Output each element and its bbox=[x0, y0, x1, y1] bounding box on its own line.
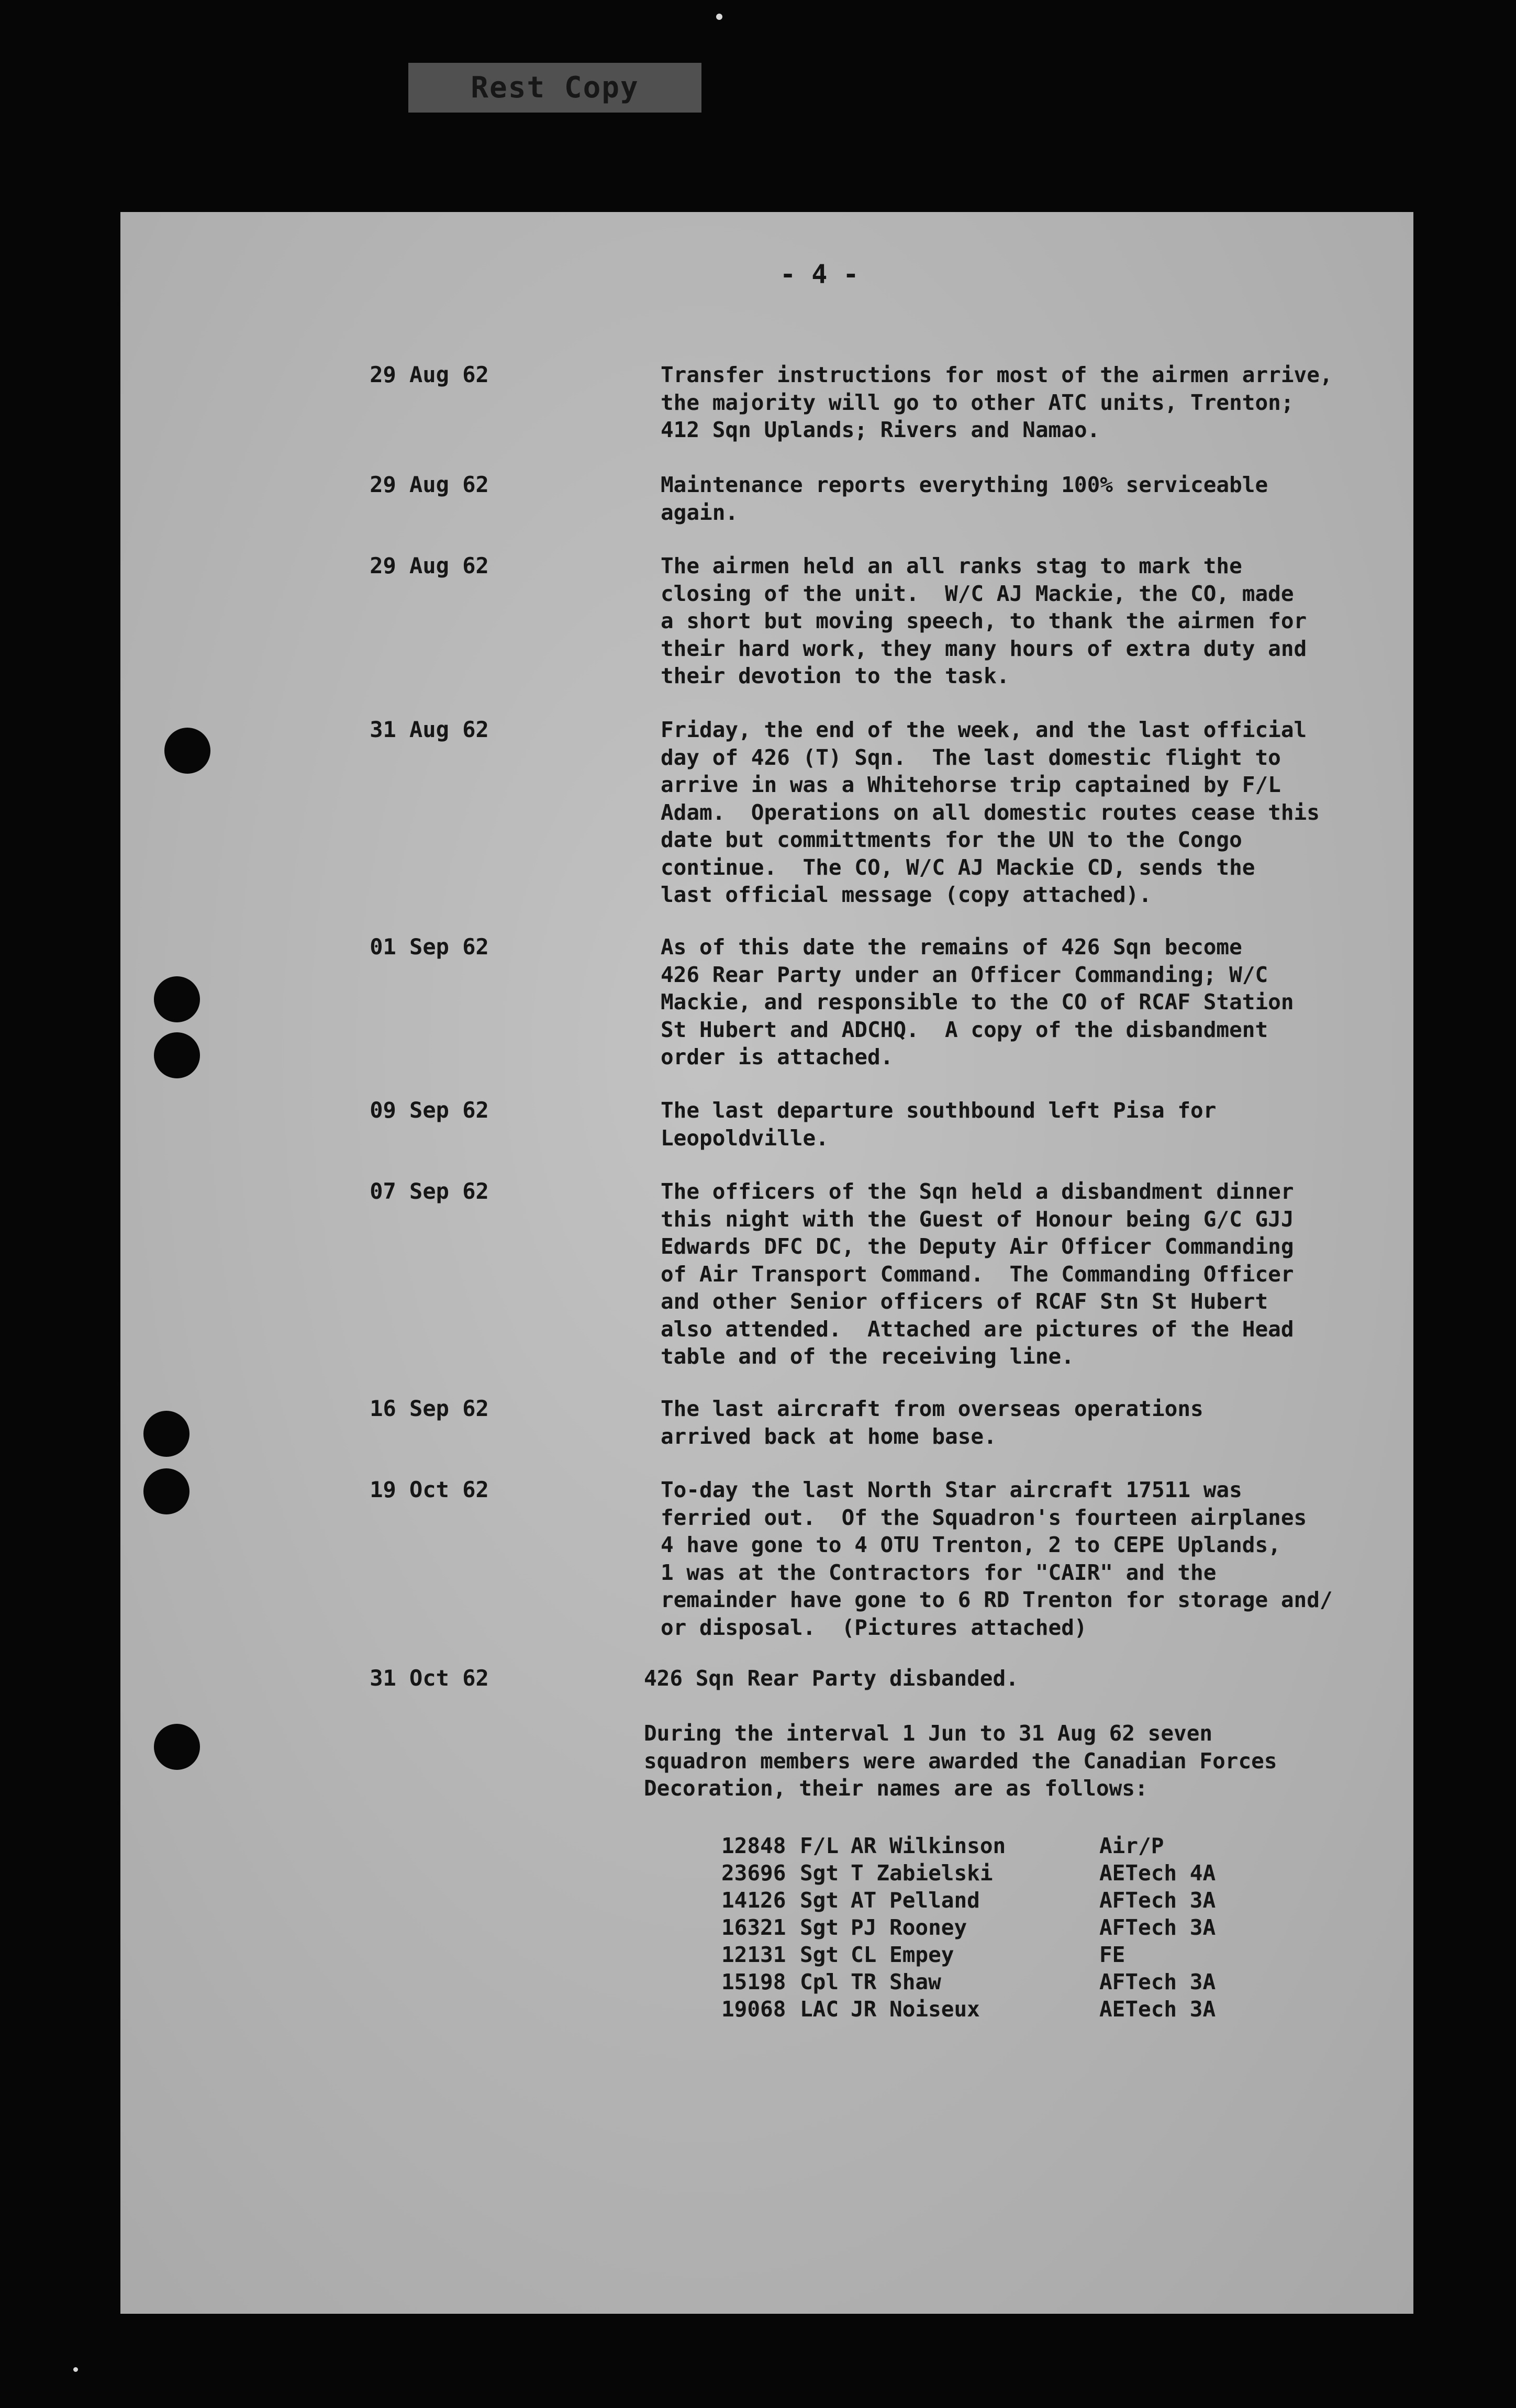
entry-date: 09 Sep 62 bbox=[370, 1097, 489, 1123]
trade: FE bbox=[1099, 1942, 1125, 1967]
member-name: TR Shaw bbox=[851, 1969, 941, 1994]
entry-date: 01 Sep 62 bbox=[370, 934, 489, 960]
punch-hole bbox=[154, 1032, 200, 1078]
rank: Sgt bbox=[800, 1860, 839, 1886]
member-name: AT Pelland bbox=[851, 1888, 980, 1913]
service-number: 23696 bbox=[721, 1860, 786, 1886]
rank: Cpl bbox=[800, 1969, 839, 1994]
service-number: 16321 bbox=[721, 1915, 786, 1940]
film-speck bbox=[716, 14, 722, 20]
service-number: 12848 bbox=[721, 1833, 786, 1858]
rank: LAC bbox=[800, 1997, 839, 2022]
entry-date: 29 Aug 62 bbox=[370, 472, 489, 497]
trade: AETech 3A bbox=[1099, 1997, 1216, 2022]
member-name: CL Empey bbox=[851, 1942, 954, 1967]
member-name: AR Wilkinson bbox=[851, 1833, 1006, 1858]
rank: Sgt bbox=[800, 1915, 839, 1940]
entry-text: Transfer instructions for most of the airmen arrive, the majority will go to other ATC units, Trenton; 412 Sqn Uplands; Rivers and Namao. bbox=[661, 362, 1333, 442]
service-number: 12131 bbox=[721, 1942, 786, 1967]
punch-hole bbox=[143, 1411, 190, 1457]
entry-text: The last aircraft from overseas operations arrived back at home base. bbox=[661, 1396, 1203, 1449]
entry-text: The last departure southbound left Pisa for Leopoldville. bbox=[661, 1098, 1217, 1151]
entry-date: 31 Oct 62 bbox=[370, 1665, 489, 1691]
punch-hole bbox=[154, 1724, 200, 1770]
rank: Sgt bbox=[800, 1942, 839, 1967]
entry-text: To-day the last North Star aircraft 17511 was ferried out. Of the Squadron's fourteen airplanes 4 have gone to 4 OTU Trenton, 2 to CEPE Uplands, 1 was at the Contractors for "CAIR" and the remainder have gone to 6 RD Trenton for storage and/ or disposal. (Pictures attached) bbox=[661, 1477, 1333, 1640]
film-speck bbox=[73, 2367, 78, 2372]
entry-date: 19 Oct 62 bbox=[370, 1477, 489, 1502]
entry-text: During the interval 1 Jun to 31 Aug 62 seven squadron members were awarded the Canadian Forces Decoration, their names are as follows: bbox=[644, 1721, 1277, 1801]
entry-text: Friday, the end of the week, and the last official day of 426 (T) Sqn. The last domestic flight to arrive in was a Whitehorse trip captained by F/L Adam. Operations on all domestic routes cease this date but committments for the UN to the Congo continue. The CO, W/C AJ Mackie CD, sends the last official message (copy attached). bbox=[661, 717, 1320, 907]
service-number: 19068 bbox=[721, 1997, 786, 2022]
member-name: PJ Rooney bbox=[851, 1915, 967, 1940]
trade: AFTech 3A bbox=[1099, 1969, 1216, 1994]
entry-date: 29 Aug 62 bbox=[370, 362, 489, 387]
copy-tab-label: Rest Copy bbox=[408, 63, 701, 113]
page-number: - 4 - bbox=[780, 259, 859, 289]
punch-hole bbox=[143, 1468, 190, 1514]
document-page bbox=[120, 212, 1413, 2314]
trade: AETech 4A bbox=[1099, 1860, 1216, 1886]
entry-text: The officers of the Sqn held a disbandment dinner this night with the Guest of Honour being G/C GJJ Edwards DFC DC, the Deputy Air Officer Commanding of Air Transport Command. The Commanding Officer and other Senior officers of RCAF Stn St Hubert also attended. Attached are pictures of the Head table and of the receiving line. bbox=[661, 1179, 1294, 1369]
entry-text: The airmen held an all ranks stag to mark the closing of the unit. W/C AJ Mackie, the CO, made a short but moving speech, to thank the airmen for their hard work, they many hours of extra duty and their devotion to the task. bbox=[661, 553, 1307, 688]
entry-date: 07 Sep 62 bbox=[370, 1178, 489, 1204]
service-number: 14126 bbox=[721, 1888, 786, 1913]
entry-date: 31 Aug 62 bbox=[370, 717, 489, 742]
trade: AFTech 3A bbox=[1099, 1915, 1216, 1940]
punch-hole bbox=[154, 976, 200, 1022]
rank: F/L bbox=[800, 1833, 839, 1858]
service-number: 15198 bbox=[721, 1969, 786, 1994]
punch-hole bbox=[164, 728, 210, 774]
member-name: T Zabielski bbox=[851, 1860, 993, 1886]
trade: Air/P bbox=[1099, 1833, 1164, 1858]
entry-date: 16 Sep 62 bbox=[370, 1396, 489, 1421]
trade: AFTech 3A bbox=[1099, 1888, 1216, 1913]
entry-text: As of this date the remains of 426 Sqn become 426 Rear Party under an Officer Commanding; W/C Mackie, and responsible to the CO of RCAF Station St Hubert and ADCHQ. A copy of the disbandment order is attached. bbox=[661, 934, 1294, 1069]
entry-text: 426 Sqn Rear Party disbanded. bbox=[644, 1666, 1019, 1691]
entry-text: Maintenance reports everything 100% serviceable again. bbox=[661, 472, 1268, 525]
rank: Sgt bbox=[800, 1888, 839, 1913]
member-name: JR Noiseux bbox=[851, 1997, 980, 2022]
entry-date: 29 Aug 62 bbox=[370, 553, 489, 578]
